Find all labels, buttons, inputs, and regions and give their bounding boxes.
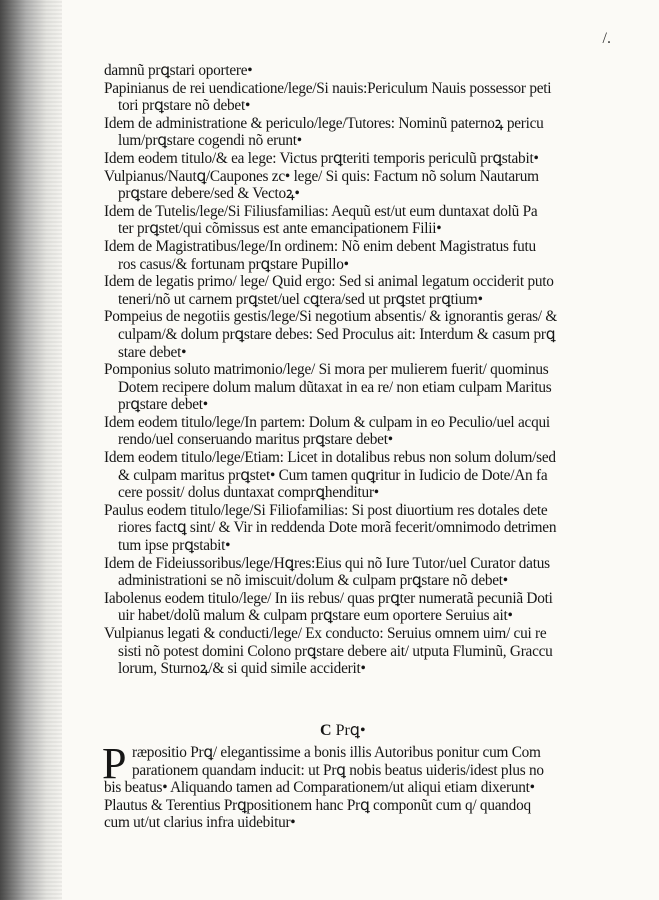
corner-mark: /. bbox=[602, 30, 611, 47]
text-line: lum/prꝗstare cogendi nõ erunt• bbox=[118, 132, 302, 150]
text-line: bis beatus• Aliquando tamen ad Comparationem/ut aliqui etiam dixerunt• bbox=[104, 779, 535, 797]
citation-entry bbox=[104, 625, 584, 678]
text-line: rendo/uel conseruando maritus prꝗstare debet• bbox=[118, 431, 393, 449]
citation-entry bbox=[104, 273, 584, 308]
citation-entry bbox=[104, 62, 584, 80]
section-body bbox=[102, 739, 589, 832]
text-line: administrationi se nõ imiscuit/dolum & culpam prꝗstare nõ debet• bbox=[118, 572, 508, 590]
citation-entry bbox=[104, 150, 584, 168]
text-line: Vulpianus/Nautꝗ/Caupones zc• lege/ Si quis: Factum nõ solum Nautarum bbox=[104, 167, 539, 185]
text-line: uir habet/dolũ malum & culpam prꝗstare eum oportere Seruius ait• bbox=[118, 607, 513, 625]
text-line: Vulpianus legati & conducti/lege/ Ex conducto: Seruius omnem uim/ cui re bbox=[104, 625, 547, 642]
text-line: ros casus/& fortunam prꝗstare Pupillo• bbox=[118, 255, 349, 273]
citation-entry bbox=[104, 80, 584, 115]
text-line: Paulus eodem titulo/lege/Si Filiofamilias: Si post diuortium res dotales dete bbox=[104, 501, 548, 519]
text-line: Idem de administratione & periculo/lege/Tutores: Nominũ paternoꝝ pericu bbox=[104, 114, 544, 132]
citation-entry bbox=[104, 203, 584, 238]
drop-cap-letter: P bbox=[102, 739, 127, 788]
text-line: cum ut/ut clarius infra uidebitur• bbox=[104, 814, 296, 832]
text-line: damnũ prꝗstari oportere• bbox=[104, 62, 253, 79]
text-line: Iabolenus eodem titulo/lege/ In iis rebus/ quas prꝗter numeratã pecuniã Doti bbox=[104, 589, 553, 607]
text-line: Idem eodem titulo/lege/In partem: Dolum & culpam in eo Peculio/uel acqui bbox=[104, 413, 550, 431]
section-heading bbox=[320, 720, 366, 740]
citation-entry bbox=[104, 168, 584, 203]
text-line: Plautus & Terentius Prꝗpositionem hanc Prꝗ componũt cum q/ quandoq bbox=[104, 796, 531, 814]
citation-entry bbox=[104, 414, 584, 449]
text-line: Pomponius soluto matrimonio/lege/ Si mora per mulierem fuerit/ quominus bbox=[104, 361, 549, 379]
text-line: Pompeius de negotiis gestis/lege/Si negotium absentis/ & ignorantis geras/ & bbox=[104, 308, 558, 326]
citation-entry bbox=[104, 555, 584, 590]
text-line: Idem de Fideiussoribus/lege/Hꝗres:Eius qui nõ Iure Tutor/uel Curator datus bbox=[104, 554, 550, 572]
text-line: culpam/& dolum prꝗstare debes: Sed Proculus ait: Interdum & casum prꝗ bbox=[118, 325, 556, 343]
text-line: prꝗstare debet• bbox=[118, 396, 208, 414]
text-line: Idem de legatis primo/ lege/ Quid ergo: Sed si animal legatum occiderit puto bbox=[104, 273, 554, 291]
citation-entry bbox=[104, 115, 584, 150]
text-line: cere possit/ dolus duntaxat comprꝗhenditur• bbox=[118, 484, 379, 502]
text-line: tori prꝗstare nõ debet• bbox=[118, 97, 251, 115]
citation-entry bbox=[104, 590, 584, 625]
text-line: Papinianus de rei uendicatione/lege/Si nauis:Periculum Nauis possessor peti bbox=[104, 79, 552, 97]
citation-entry bbox=[104, 502, 584, 555]
section-mark: C bbox=[320, 722, 332, 739]
text-line: & culpam maritus prꝗstet• Cum tamen quꝗritur in Iudicio de Dote/An fa bbox=[118, 466, 548, 484]
text-line: ræpositio Prꝗ/ elegantissime a bonis illis Autoribus ponitur cum Com bbox=[132, 744, 541, 761]
text-line: Idem eodem titulo/& ea lege: Victus prꝗteriti temporis periculũ prꝗstabit• bbox=[104, 149, 539, 167]
citation-entry bbox=[104, 308, 584, 361]
text-line: Idem de Tutelis/lege/Si Filiusfamilias: Aequũ est/ut eum duntaxat dolũ Pa bbox=[104, 202, 538, 220]
text-line: teneri/nõ ut carnem prꝗstet/uel cꝗtera/sed ut prꝗstet prꝗtium• bbox=[118, 290, 483, 308]
scanned-page-edge bbox=[0, 0, 62, 900]
text-line: lorum, Sturnoꝝ/& si quid simile acciderit• bbox=[118, 660, 366, 678]
text-line: tum ipse prꝗstabit• bbox=[118, 537, 231, 555]
text-line: Idem de Magistratibus/lege/In ordinem: Nõ enim debent Magistratus futu bbox=[104, 237, 536, 255]
text-line: stare debet• bbox=[118, 343, 187, 361]
legal-citations-text bbox=[104, 62, 584, 678]
citation-entry bbox=[104, 449, 584, 502]
text-line: parationem quandam inducit: ut Prꝗ nobis beatus uideris/idest plus no bbox=[132, 761, 544, 779]
text-line: prꝗstare debere/sed & Vectoꝝ• bbox=[118, 185, 300, 203]
text-line: riores factꝗ sint/ & Vir in reddenda Dote morã fecerit/omnimodo detrimen bbox=[118, 519, 557, 537]
text-line: Idem eodem titulo/lege/Etiam: Licet in dotalibus rebus non solum dolum/sed bbox=[104, 449, 556, 467]
text-line: sisti nõ potest domini Colono prꝗstare debere ait/ utputa Fluminũ, Graccu bbox=[118, 642, 553, 660]
citation-entry bbox=[104, 361, 584, 414]
section-title: Prꝗ• bbox=[335, 722, 366, 739]
text-line: ter prꝗstet/qui cõmissus est ante emancipationem Filii• bbox=[118, 220, 442, 238]
text-line: Dotem recipere dolum malum dũtaxat in ea re/ non etiam culpam Maritus bbox=[118, 378, 552, 396]
citation-entry bbox=[104, 238, 584, 273]
